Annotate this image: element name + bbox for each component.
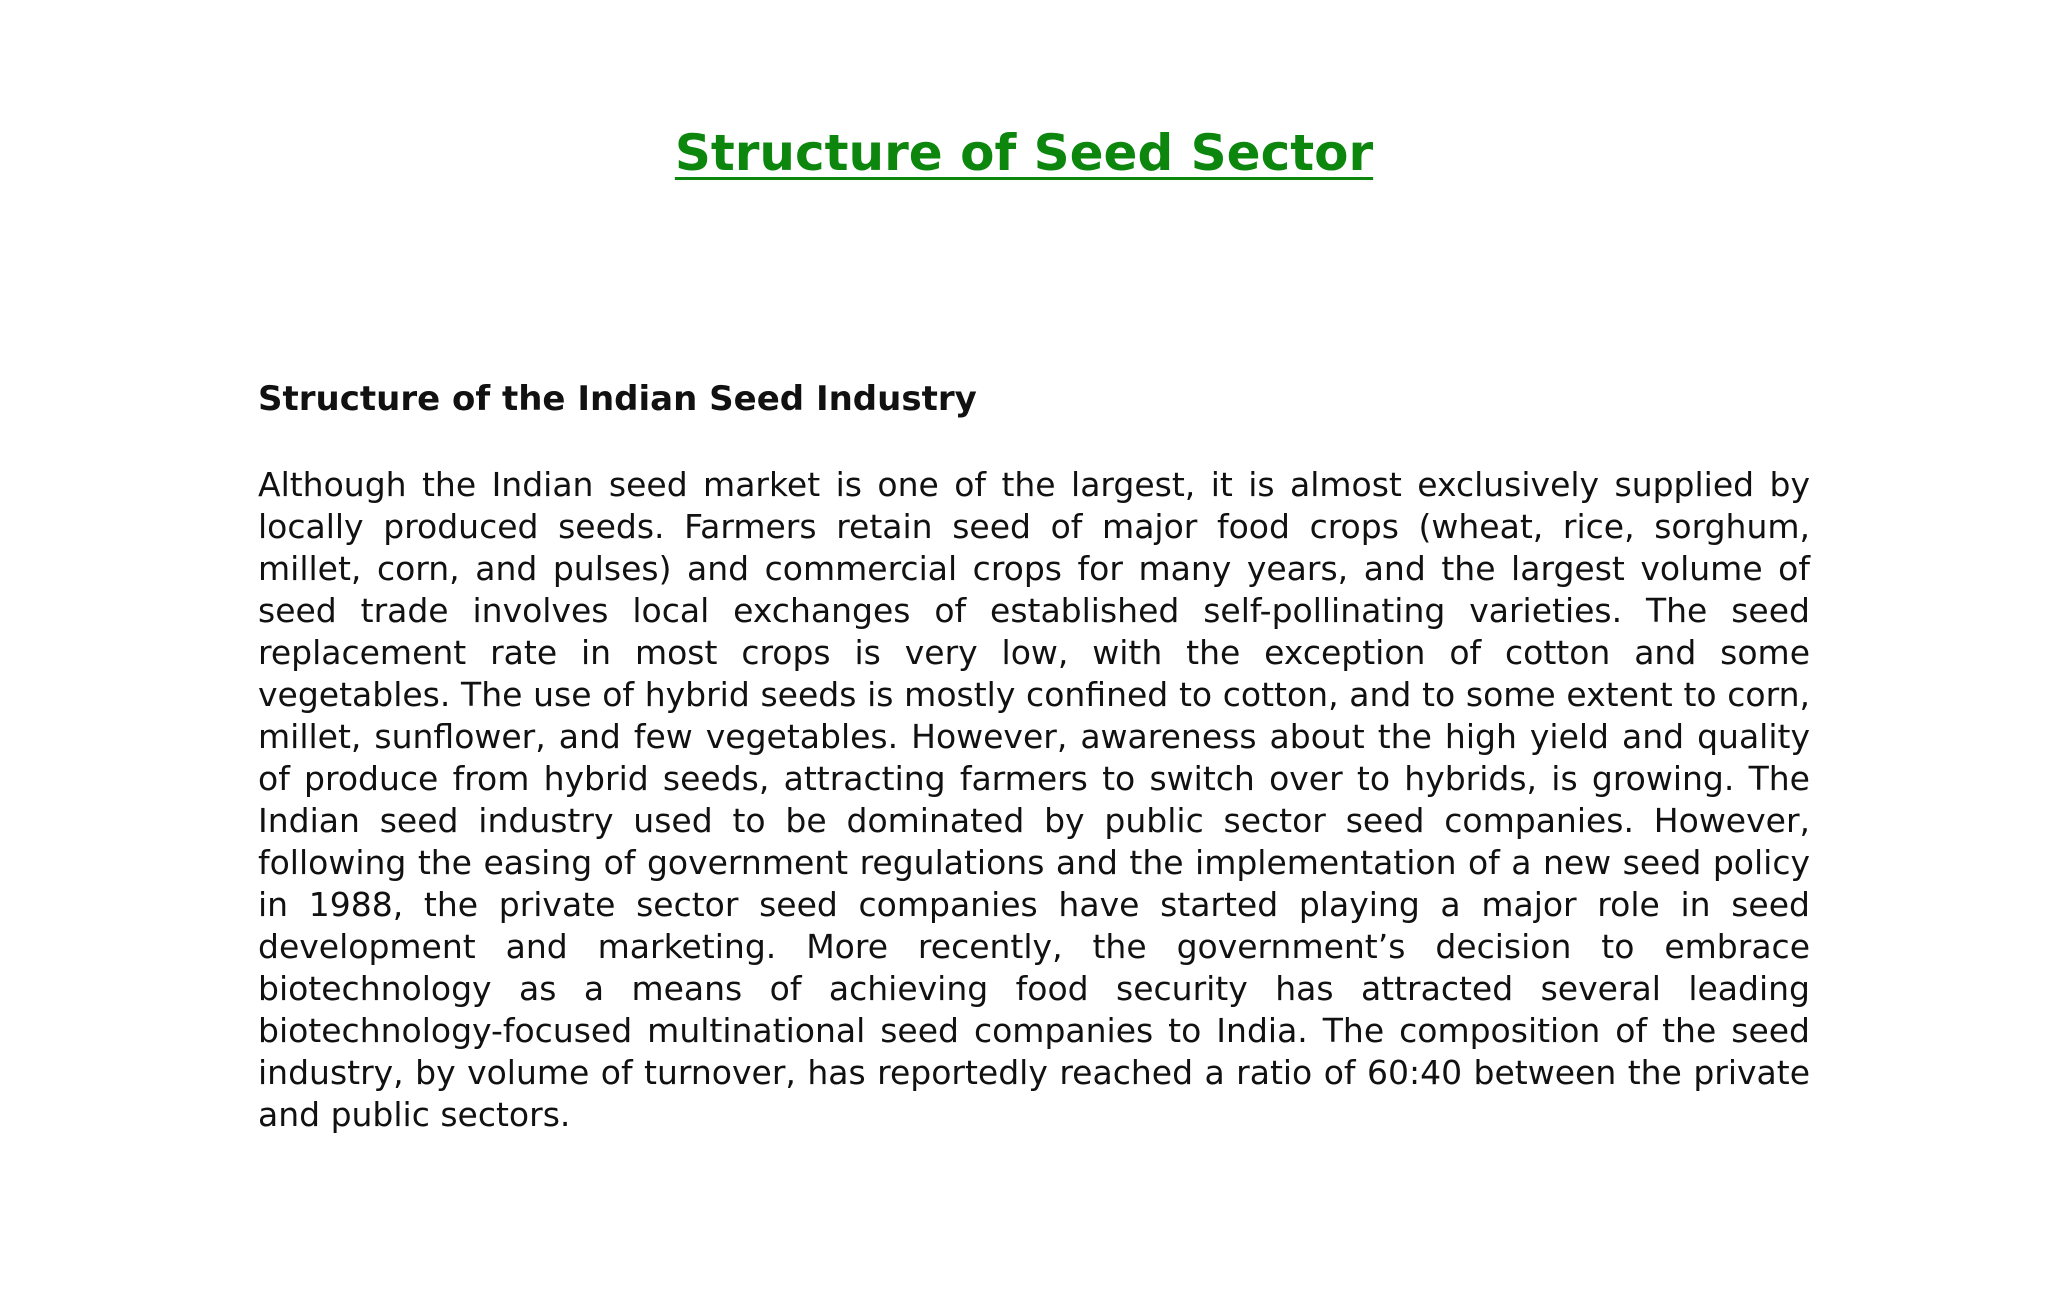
section-heading: Structure of the Indian Seed Industry [258, 379, 977, 419]
slide-title: Structure of Seed Sector [674, 124, 1374, 182]
slide-content [258, 374, 1810, 1136]
body-paragraph: Although the Indian seed market is one of the largest, it is almost exclusively supplied by locally produced seeds. Farmers retain seed of major food crops (wheat, rice, sorghum, millet, corn, and pulses) and commercial crops for many years, and the largest volume of seed trade involves local exchanges of established self-pollinating varieties. The seed replacement rate in most crops is very low, with the exception of cotton and some vegetables. The use of hybrid seeds is mostly confined to cotton, and to some extent to corn, millet, sunflower, and few vegetables. However, awareness about the high yield and quality of produce from hybrid seeds, attracting farmers to switch over to hybrids, is growing. The Indian seed industry used to be dominated by public sector seed companies. However, following the easing of government regulations and the implementation of a new seed policy in 1988, the private sector seed companies have started playing a major role in seed development and marketing. More recently, the government’s decision to embrace biotechnology as a means of achieving food security has attracted several leading biotechnology-focused multinational seed companies to India. The composition of the seed industry, by volume of turnover, has reportedly reached a ratio of 60:40 between the private and public sectors. [258, 465, 1810, 1134]
